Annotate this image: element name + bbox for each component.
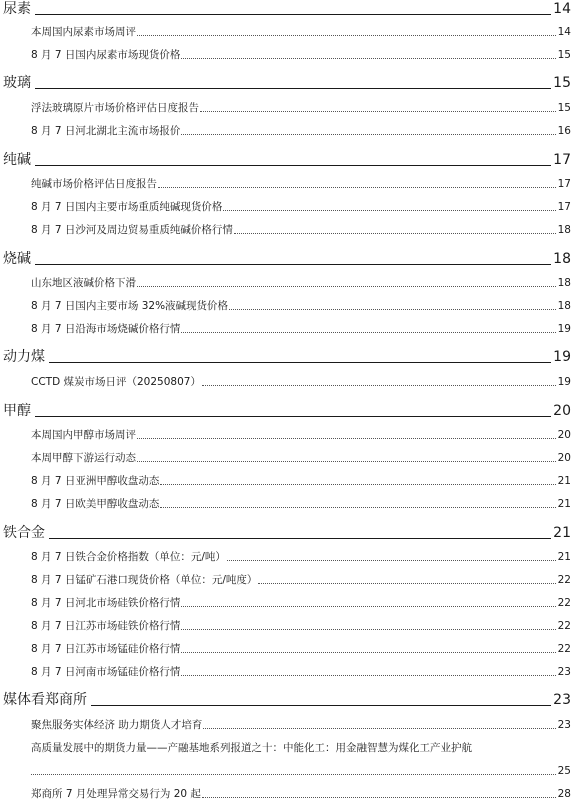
toc-entry[interactable] [31, 619, 571, 633]
toc-section-donglimei[interactable] [3, 348, 571, 366]
toc-entry[interactable] [31, 223, 571, 237]
leader-dots [203, 728, 555, 729]
toc-entry[interactable] [31, 474, 571, 488]
toc-section-jiachun[interactable] [3, 402, 571, 420]
toc-page-number: 21 [553, 525, 571, 541]
toc-entry[interactable] [31, 375, 571, 389]
toc-page-number: 20 [557, 452, 571, 464]
toc-section-title: 纯碱 [3, 152, 31, 168]
toc-page-number: 17 [557, 201, 571, 213]
toc-entry-title: 本周国内尿素市场周评 [31, 26, 136, 38]
toc-section-chunjian[interactable] [3, 151, 571, 169]
toc-entry[interactable] [31, 48, 571, 62]
toc-page-number: 18 [553, 251, 571, 267]
toc-page-number: 23 [557, 719, 571, 731]
leader-dots [223, 210, 555, 211]
toc-entry-title: 8 月 7 日铁合金价格指数（单位：元/吨） [31, 551, 226, 563]
leader-line [35, 264, 551, 265]
toc-section-title: 甲醇 [3, 403, 31, 419]
toc-page-number: 18 [557, 224, 571, 236]
toc-page-number: 19 [557, 376, 571, 388]
toc-page-number: 23 [557, 666, 571, 678]
leader-dots [181, 675, 555, 676]
toc-section-title: 尿素 [3, 1, 31, 17]
toc-entry-title: 8 月 7 日国内尿素市场现货价格 [31, 49, 181, 61]
toc-page-number: 20 [557, 429, 571, 441]
toc-entry-title: 8 月 7 日国内主要市场 32%液碱现货价格 [31, 300, 229, 312]
toc-section-title: 烧碱 [3, 251, 31, 267]
leader-dots [31, 774, 556, 775]
leader-line [91, 705, 551, 706]
toc-entry[interactable] [31, 299, 571, 313]
toc-entry-title: 浮法玻璃原片市场价格评估日度报告 [31, 102, 199, 114]
toc-section-title: 媒体看郑商所 [3, 692, 87, 708]
toc-entry[interactable] [31, 451, 571, 465]
toc-section-title: 动力煤 [3, 349, 45, 365]
toc-entry-title: 本周国内甲醇市场周评 [31, 429, 136, 441]
toc-page-number: 17 [553, 152, 571, 168]
toc-entry-title: 郑商所 7 月处理异常交易行为 20 起 [31, 788, 201, 800]
leader-dots [158, 187, 556, 188]
toc-entry[interactable] [31, 596, 571, 610]
toc-entry-title: 8 月 7 日沿海市场烧碱价格行情 [31, 323, 181, 335]
toc-page-number: 17 [557, 178, 571, 190]
leader-dots [160, 484, 555, 485]
leader-dots [181, 134, 555, 135]
toc-page-number: 23 [553, 692, 571, 708]
toc-page-number: 21 [557, 475, 571, 487]
toc-entry-title: 8 月 7 日锰矿石港口现货价格（单位：元/吨度） [31, 574, 258, 586]
toc-entry-title: 8 月 7 日亚洲甲醇收盘动态 [31, 475, 160, 487]
leader-dots [181, 58, 555, 59]
toc-page-number: 22 [557, 574, 571, 586]
toc-page-number: 14 [553, 1, 571, 17]
leader-dots [227, 560, 556, 561]
toc-page-number: 15 [557, 49, 571, 61]
toc-section-niaosu[interactable] [3, 0, 571, 18]
leader-line [49, 538, 551, 539]
toc-page-number: 25 [557, 765, 571, 777]
leader-dots [202, 385, 556, 386]
toc-entry-title: 8 月 7 日河北湖北主流市场报价 [31, 125, 181, 137]
leader-line [35, 165, 551, 166]
toc-page-number: 19 [553, 349, 571, 365]
leader-dots [137, 438, 556, 439]
toc-section-title: 玻璃 [3, 75, 31, 91]
toc-entry-title-long[interactable]: 高质量发展中的期货力量——产融基地系列报道之十：中能化工：用金融智慧为煤化工产业护航 [31, 742, 472, 754]
toc-section-title: 铁合金 [3, 525, 45, 541]
toc-entry[interactable] [31, 177, 571, 191]
toc-page-number: 18 [557, 277, 571, 289]
leader-dots [137, 461, 556, 462]
toc-page-number: 19 [557, 323, 571, 335]
toc-entry-title: 8 月 7 日江苏市场硅铁价格行情 [31, 620, 181, 632]
toc-page-number: 21 [557, 551, 571, 563]
toc-entry[interactable] [31, 25, 571, 39]
leader-dots [181, 332, 555, 333]
leader-dots [137, 35, 556, 36]
toc-entry-title: 8 月 7 日国内主要市场重质纯碱现货价格 [31, 201, 223, 213]
toc-entry-title: CCTD 煤炭市场日评（20250807） [31, 376, 201, 388]
toc-entry-title: 聚焦服务实体经济 助力期货人才培育 [31, 719, 203, 731]
toc-entry[interactable] [31, 428, 571, 442]
toc-section-boli[interactable] [3, 74, 571, 92]
toc-entry[interactable] [31, 642, 571, 656]
toc-page-number: 21 [557, 498, 571, 510]
toc-entry-title: 8 月 7 日江苏市场锰硅价格行情 [31, 643, 181, 655]
leader-dots [258, 583, 555, 584]
toc-entry-title: 纯碱市场价格评估日度报告 [31, 178, 157, 190]
toc-page-number: 22 [557, 620, 571, 632]
toc-page-number: 14 [557, 26, 571, 38]
toc-entry-title: 8 月 7 日沙河及周边贸易重质纯碱价格行情 [31, 224, 233, 236]
toc-entry[interactable] [31, 550, 571, 564]
toc-page-number: 18 [557, 300, 571, 312]
toc-entry[interactable] [31, 665, 571, 679]
toc-section-meiti[interactable] [3, 691, 571, 709]
toc-entry-title: 山东地区液碱价格下滑 [31, 277, 136, 289]
leader-dots [181, 606, 555, 607]
toc-page-number: 20 [553, 403, 571, 419]
leader-dots [160, 507, 555, 508]
leader-dots [181, 652, 555, 653]
toc-entry[interactable] [31, 200, 571, 214]
leader-line [35, 14, 551, 15]
toc-entry[interactable] [31, 573, 571, 587]
toc-entry[interactable] [31, 124, 571, 138]
toc-entry[interactable] [31, 787, 571, 801]
toc-entry[interactable] [31, 322, 571, 336]
toc-entry[interactable] [31, 718, 571, 732]
toc-entry-title: 8 月 7 日河南市场锰硅价格行情 [31, 666, 181, 678]
leader-dots [200, 111, 556, 112]
leader-line [35, 416, 551, 417]
toc-page-number: 22 [557, 597, 571, 609]
leader-line [49, 362, 551, 363]
toc-entry-title: 8 月 7 日欧美甲醇收盘动态 [31, 498, 160, 510]
toc-page-number: 22 [557, 643, 571, 655]
leader-dots [181, 629, 555, 630]
toc-page-number: 15 [553, 75, 571, 91]
leader-line [35, 88, 551, 89]
toc-page-number: 28 [557, 788, 571, 800]
toc-page-number: 15 [557, 102, 571, 114]
toc-entry[interactable] [31, 497, 571, 511]
toc-entry[interactable] [31, 101, 571, 115]
leader-dots [229, 309, 556, 310]
toc-entry-continuation[interactable] [31, 764, 571, 778]
leader-dots [137, 286, 556, 287]
leader-dots [202, 797, 556, 798]
leader-dots [234, 233, 556, 234]
toc-entry-title: 8 月 7 日河北市场硅铁价格行情 [31, 597, 181, 609]
toc-section-tiehejin[interactable] [3, 524, 571, 542]
toc-page-number: 16 [557, 125, 571, 137]
toc-section-shaojian[interactable] [3, 250, 571, 268]
toc-entry[interactable] [31, 276, 571, 290]
toc-entry-title: 本周甲醇下游运行动态 [31, 452, 136, 464]
